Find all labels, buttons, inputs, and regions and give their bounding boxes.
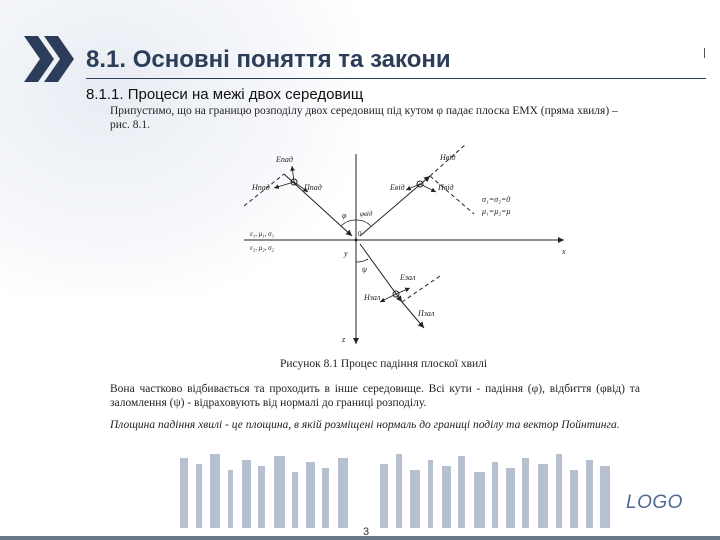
label-axis-x: x — [562, 247, 566, 256]
wave-incidence-diagram — [244, 144, 584, 354]
definition-paragraph: Площина падіння хвилі - це площина, в якій розміщені нормаль до границі поділу та вектор Пойнтинга. — [110, 419, 620, 431]
title-tick-mark — [704, 48, 705, 58]
body-paragraph: Вона частково відбивається та проходить в інше середовище. Всі кути - падіння (φ), відбиття (φвід) та заломлення (ψ) - відраховують від нормалі до границі розподілу. — [110, 383, 640, 409]
section-subtitle: 8.1.1. Процеси на межі двох середовищ — [86, 86, 364, 103]
label-incident-P: Ппад — [304, 183, 322, 192]
label-angle-refracted: ψ — [362, 265, 367, 274]
label-angle-reflected: φвід — [360, 210, 373, 218]
intro-paragraph: Припустимо, що на границю розподілу двох середовищ під кутом φ падає плоска ЕМХ (пряма хвиля) – рис. 8.1. — [110, 105, 618, 131]
page-number: 3 — [363, 526, 370, 538]
label-condition-1: σ₁=σ₂=0 — [482, 195, 511, 204]
label-incident-E: Eпад — [276, 155, 293, 164]
label-angle-incident: φ — [342, 211, 347, 220]
label-refracted-P: Пзал — [418, 309, 435, 318]
label-medium-2: ε₂, μ₂, σ₂ — [250, 244, 275, 252]
label-axis-y: y — [344, 249, 348, 258]
label-origin: 0 — [358, 230, 362, 238]
label-reflected-H: Hвід — [440, 153, 456, 162]
label-refracted-E: Eзал — [400, 273, 416, 282]
label-medium-1: ε₁, μ₁, σ₁ — [250, 230, 275, 238]
label-incident-H: Hпад — [252, 183, 270, 192]
label-axis-z: z — [342, 335, 346, 344]
logo: LOGO — [626, 492, 683, 513]
footer-stripe-pattern — [0, 452, 720, 540]
label-reflected-E: Eвід — [390, 183, 405, 192]
slide-title: 8.1. Основні поняття та закони — [86, 46, 451, 73]
scanned-document — [104, 104, 644, 456]
double-chevron-icon — [24, 36, 76, 82]
label-refracted-H: Hзал — [364, 293, 381, 302]
label-reflected-P: Пвід — [438, 183, 454, 192]
label-condition-2: μ₁=μ₂=μ — [482, 207, 511, 216]
title-divider — [86, 78, 706, 79]
figure-caption: Рисунок 8.1 Процес падіння плоскої хвилі — [280, 358, 488, 370]
